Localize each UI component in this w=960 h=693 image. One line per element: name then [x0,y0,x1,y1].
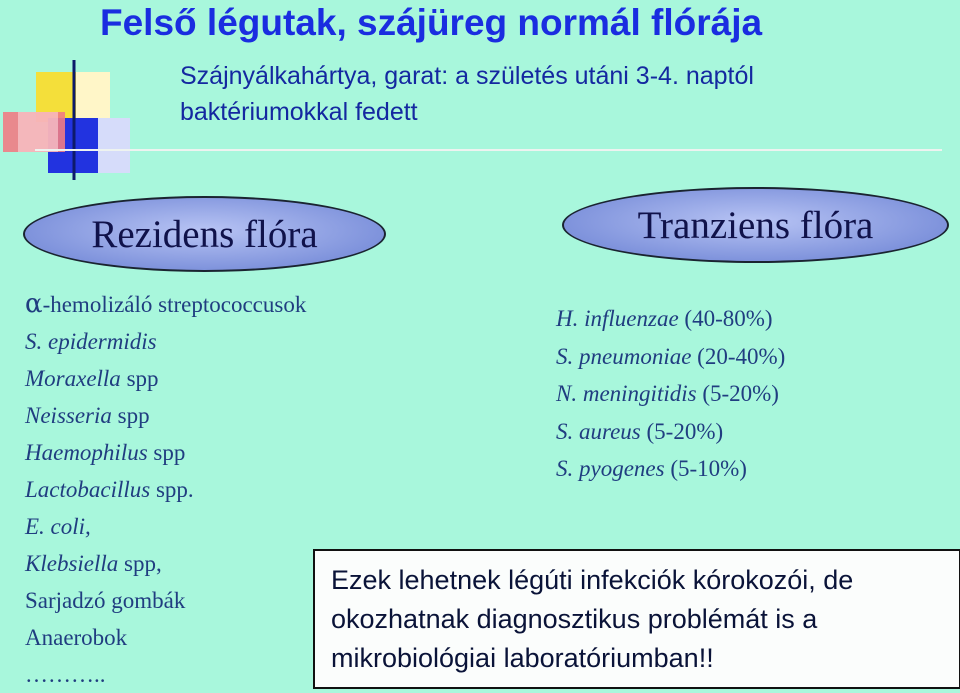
resident-flora-list [25,286,306,693]
list-item: Sarjadzó gombák [25,588,186,613]
note-line: okozhatnak diagnosztikus problémát is a [331,604,818,634]
list-item: Klebsiella spp, [25,551,162,576]
note-line: Ezek lehetnek légúti infekciók kórokozói, de [331,565,854,595]
list-item: Neisseria spp [25,403,150,428]
resident-flora-heading [23,196,386,272]
subtitle-line: baktériumokkal fedett [180,98,418,126]
list-item: α-hemolizáló streptococcusok [25,289,307,319]
transient-flora-list [556,300,785,488]
divider-line [35,149,942,151]
list-item: S. pyogenes (5-10%) [556,456,747,481]
list-item: Moraxella spp [25,366,159,391]
subtitle [180,58,754,130]
note-line: mikrobiológiai laboratóriumban!! [331,643,714,673]
list-item: S. aureus (5-20%) [556,418,724,444]
subtitle-line: Szájnyálkahártya, garat: a születés utáni 3-4. naptól [180,62,754,90]
list-item: N. meningitidis (5-20%) [556,381,779,406]
list-item: ……….. [25,662,106,687]
list-item: Anaerobok [25,625,128,650]
list-item: H. influenzae (40-80%) [556,306,773,331]
list-item: E. coli, [25,514,91,539]
list-item: S. pneumoniae (20-40%) [556,343,786,369]
note-box [313,549,960,689]
resident-flora-label: Rezidens flóra [91,212,318,256]
page-title: Felső légutak, szájüreg normál flórája [100,2,763,43]
transient-flora-heading [562,187,949,263]
alpha-symbol: α [25,289,43,319]
list-item: S. epidermidis [25,329,157,354]
transient-flora-label: Tranziens flóra [637,203,874,247]
list-item: Haemophilus spp [25,440,186,465]
list-item: Lactobacillus spp. [25,477,194,502]
